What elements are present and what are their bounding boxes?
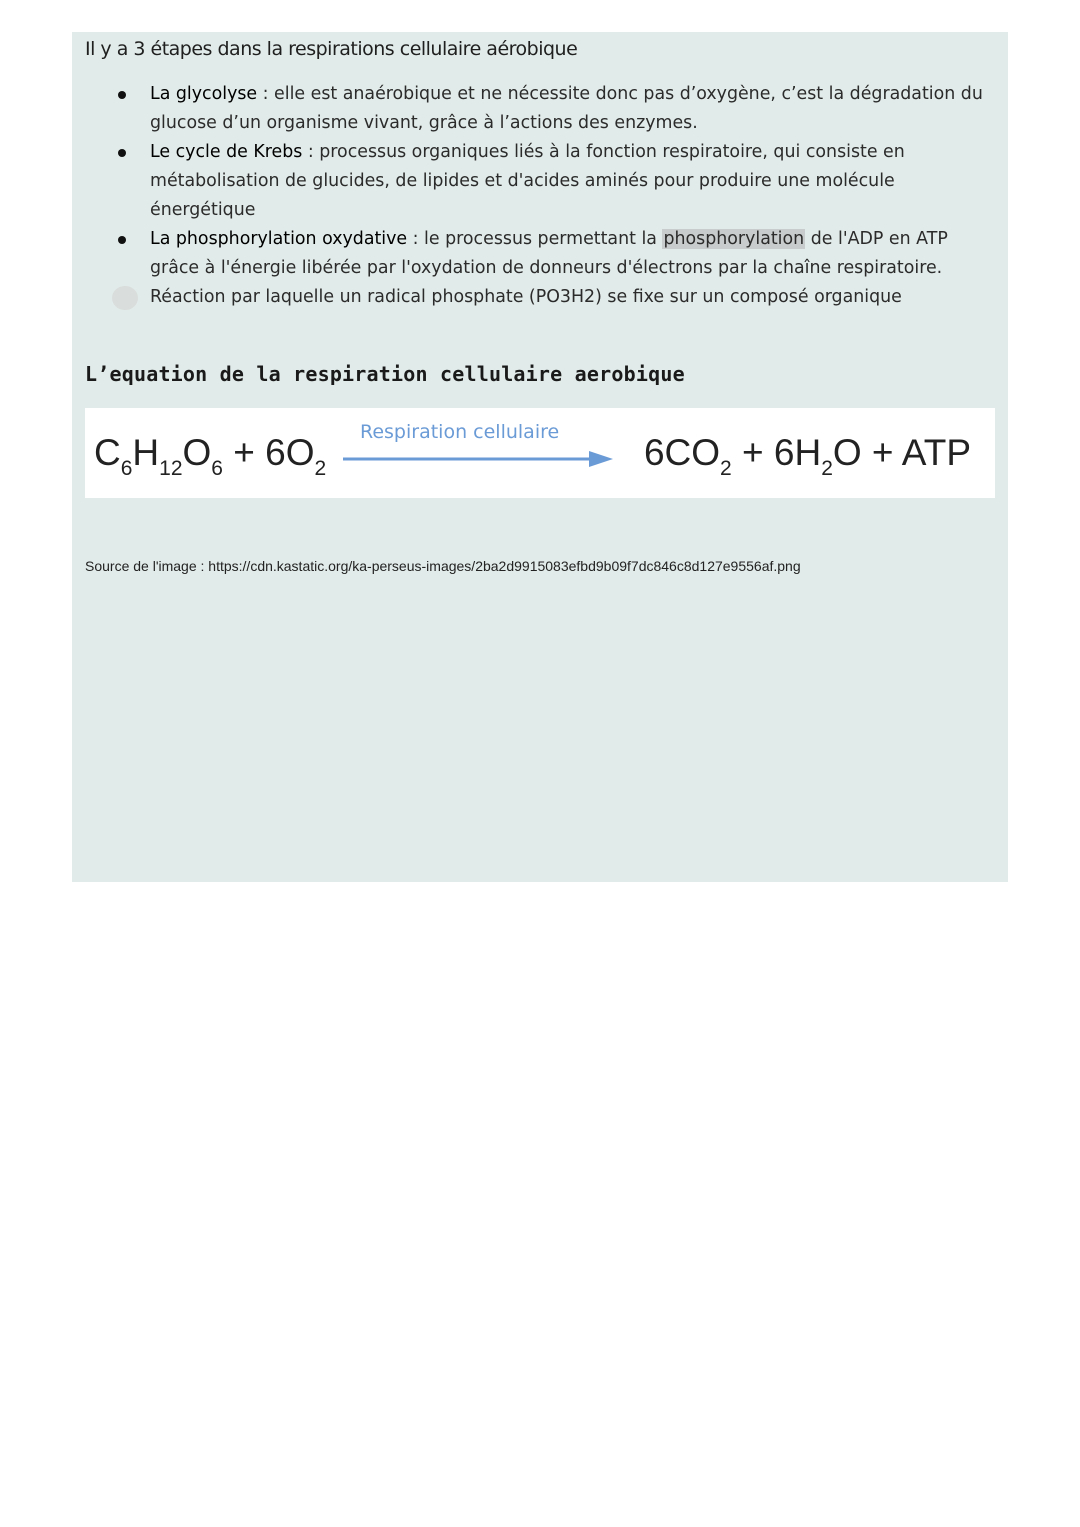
step-text: Réaction par laquelle un radical phosphate (PO3H2) se fixe sur un composé organique [150, 287, 902, 307]
step-text: : le processus permettant la [407, 229, 663, 249]
step-term: La glycolyse [150, 84, 258, 104]
steps-list [72, 80, 992, 312]
step-term: La phosphorylation oxydative [150, 229, 408, 249]
subscript: 2 [314, 457, 327, 480]
step-text: de l'ADP en ATP grâce à l'énergie libérée par l'oxydation de donneurs d'électrons par la chaîne respiratoire. [150, 229, 948, 278]
symbol: + 6O [222, 432, 315, 473]
bullet-icon [118, 149, 126, 157]
symbol: O [182, 432, 212, 473]
equation-heading: L’equation de la respiration cellulaire aerobique [85, 362, 685, 386]
symbol: + 6H [731, 432, 822, 473]
symbol: C [94, 432, 121, 473]
list-item [72, 225, 992, 283]
list-item [72, 80, 992, 138]
arrow-right-icon [343, 451, 613, 467]
highlighted-word: phosphorylation [663, 229, 805, 249]
equation-reactants [94, 432, 326, 481]
intro-text: Il y a 3 étapes dans la respirations cellulaire aérobique [85, 38, 578, 60]
arrow-label: Respiration cellulaire [360, 421, 560, 443]
step-term: Le cycle de Krebs [150, 142, 303, 162]
symbol: H [132, 432, 160, 473]
list-item [72, 138, 992, 225]
notes-panel [72, 32, 1008, 882]
equation-image [85, 408, 995, 498]
bullet-icon [118, 91, 126, 99]
list-item [72, 283, 992, 312]
subscript: 6 [211, 457, 223, 480]
equation-products [644, 432, 971, 481]
image-source-caption: Source de l'image : https://cdn.kastatic.org/ka-perseus-images/2ba2d9915083efbd9b09f7dc846c8d127e9556af.png [85, 558, 801, 574]
subscript: 2 [821, 457, 833, 480]
step-text: : elle est anaérobique et ne nécessite donc pas d’oxygène, c’est la dégradation du glucose d’un organisme vivant, grâce à l’actions des enzymes. [150, 84, 983, 133]
subscript: 6 [120, 457, 133, 480]
symbol: 6CO [643, 432, 721, 473]
subscript: 2 [720, 457, 732, 480]
symbol: O + ATP [832, 432, 971, 473]
step-text: : processus organiques liés à la fonction respiratoire, qui consiste en métabolisation de glucides, de lipides et d'acides aminés pour produire une molécule énergétique [150, 142, 905, 220]
faded-bullet-icon [112, 286, 138, 310]
subscript: 12 [159, 457, 183, 480]
bullet-icon [118, 236, 126, 244]
